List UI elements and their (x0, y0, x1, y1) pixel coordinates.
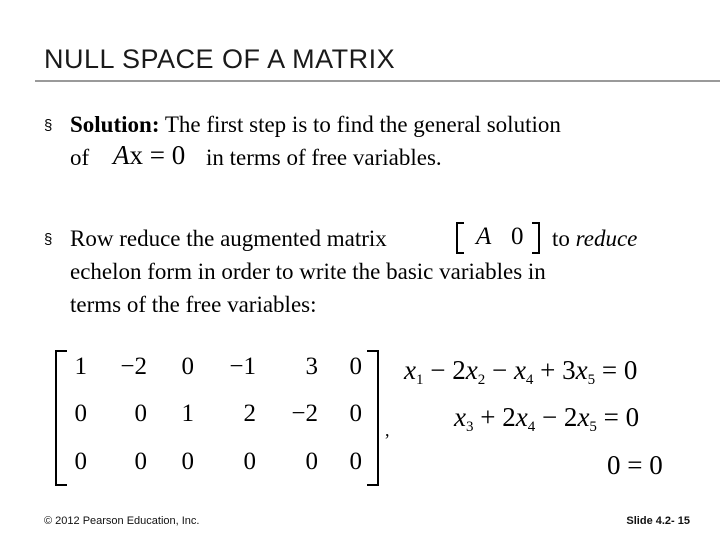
matrix-cell: 0 (243, 448, 256, 475)
solution-of: of (70, 145, 90, 170)
equation-2 (454, 402, 639, 436)
matrix-cell: 2 (243, 400, 256, 427)
matrix-cell: 0 (349, 448, 362, 475)
matrix-cell: −2 (291, 400, 318, 427)
eq1-sub: 4 (525, 372, 534, 388)
matrix-right-bracket (367, 350, 379, 486)
matrix-cell: 0 (134, 448, 147, 475)
equation-rest: x = 0 (129, 140, 186, 170)
aug-right-bracket (532, 222, 540, 254)
matrix-cell: 3 (305, 353, 318, 380)
eq1-sub: 2 (477, 372, 486, 388)
matrix-cell: 0 (349, 400, 362, 427)
equation-3: 0 = 0 (607, 450, 663, 480)
solution-line-1 (70, 108, 561, 141)
bullet-marker-2: § (44, 231, 53, 248)
solution-label: Solution: (70, 112, 160, 137)
eq2-term: − 2 (535, 402, 578, 432)
augmented-matrix (456, 222, 542, 252)
eq1-term: − (485, 355, 514, 385)
aug-left-bracket (456, 222, 464, 254)
eq2-x: x (454, 402, 466, 432)
matrix-cell: −2 (120, 353, 147, 380)
equation-ax0 (113, 139, 185, 172)
matrix-cell: 0 (181, 448, 194, 475)
eq1-sub: 5 (587, 372, 596, 388)
eq1-term: − 2 (423, 355, 466, 385)
row-reduce-line-3: terms of the free variables: (70, 292, 317, 317)
equation-1 (404, 355, 637, 389)
eq1-x: x (465, 355, 478, 385)
row-reduce-to-word: to (552, 226, 576, 251)
matrix-cell: 0 (134, 400, 147, 427)
solution-text-2: in terms of free variables. (206, 145, 442, 170)
matrix-cell: 1 (74, 353, 87, 380)
eq1-x: x (575, 355, 588, 385)
matrix-cell: 1 (181, 400, 194, 427)
matrix-comma: , (385, 420, 390, 440)
matrix-cell: 0 (305, 448, 318, 475)
bullet-marker-1: § (44, 117, 53, 134)
matrix-cell: 0 (181, 353, 194, 380)
reduced-matrix (55, 350, 385, 486)
slide-number: Slide 4.2- 15 (626, 515, 690, 527)
row-reduce-to (552, 222, 637, 255)
row-reduce-line-2: echelon form in order to write the basic variables in (70, 259, 546, 284)
title-rule (35, 80, 720, 82)
eq2-x: x (515, 402, 528, 432)
eq2-sub: 3 (465, 419, 474, 435)
equation-a: A (113, 140, 130, 170)
slide-title: NULL SPACE OF A MATRIX (44, 44, 396, 74)
footer-copyright: © 2012 Pearson Education, Inc. (44, 515, 200, 527)
solution-text-1: The first step is to find the general solution (159, 112, 561, 137)
eq2-sub: 4 (527, 419, 536, 435)
matrix-cell: −1 (229, 353, 256, 380)
eq2-x: x (577, 402, 590, 432)
eq2-rhs: = 0 (596, 402, 640, 432)
eq1-sub: 1 (415, 372, 424, 388)
row-reduce-line-1: Row reduce the augmented matrix (70, 226, 387, 251)
matrix-cell: 0 (74, 400, 87, 427)
aug-zero: 0 (511, 223, 524, 250)
eq1-term: + 3 (533, 355, 576, 385)
row-reduce-reduce-word: reduce (575, 226, 638, 251)
matrix-cell: 0 (349, 353, 362, 380)
eq1-x: x (404, 355, 416, 385)
eq2-sub: 5 (589, 419, 597, 435)
aug-A: A (476, 223, 492, 250)
matrix-cell: 0 (74, 448, 87, 475)
eq1-x: x (513, 355, 526, 385)
eq2-term: + 2 (473, 402, 516, 432)
eq1-rhs: = 0 (595, 355, 638, 385)
